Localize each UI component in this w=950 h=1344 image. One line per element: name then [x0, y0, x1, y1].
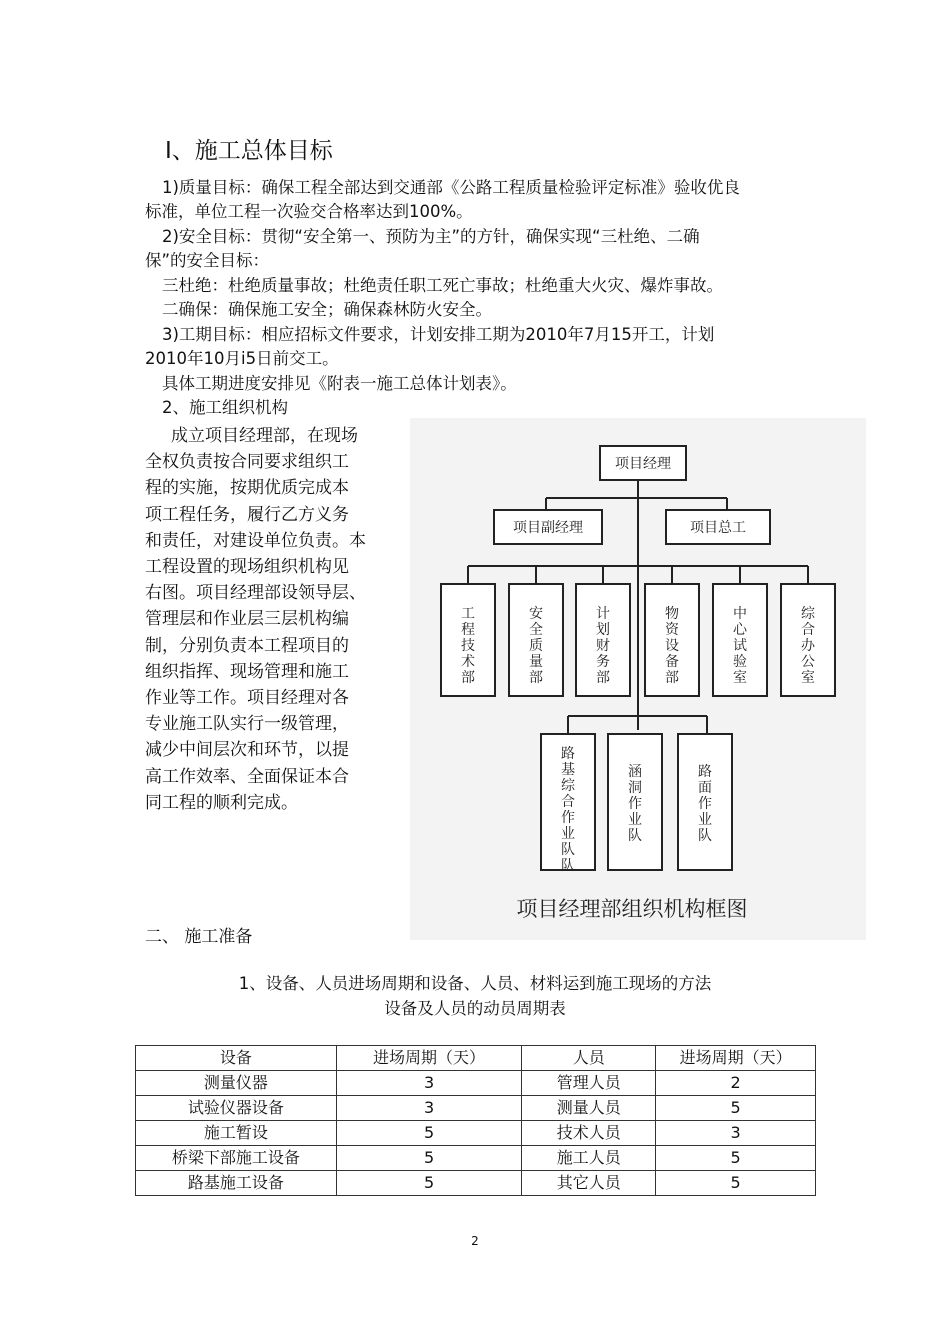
table-row: [136, 1096, 816, 1121]
org-text-line: 高工作效率、全面保证本合: [145, 766, 349, 787]
paragraph-line: 二确保：确保施工安全；确保森林防火安全。: [162, 300, 492, 319]
org-text-line: 和责任，对建设单位负责。本: [145, 530, 366, 551]
table-header-cell: 人员: [522, 1046, 656, 1071]
table-title: 设备及人员的动员周期表: [384, 999, 566, 1018]
table-cell: 3: [656, 1121, 816, 1146]
table-cell: 2: [656, 1071, 816, 1096]
org-chart: [410, 418, 866, 940]
table-cell: 5: [336, 1171, 522, 1196]
org-label-deputy: 项目副经理: [513, 520, 583, 536]
subsection-heading: 1、设备、人员进场周期和设备、人员、材料运到施工现场的方法: [238, 974, 712, 993]
paragraph-line: 三杜绝：杜绝质量事故；杜绝责任职工死亡事故；杜绝重大火灾、爆炸事故。: [162, 276, 723, 295]
org-dept-label: 物资设备部: [665, 606, 679, 686]
table-cell: 5: [336, 1146, 522, 1171]
subsection-heading: 2、施工组织机构: [162, 398, 288, 417]
org-team-label: 路基综合作业队队: [561, 746, 575, 874]
org-team-label: 涵洞作业队: [628, 764, 642, 844]
paragraph-line: 保”的安全目标：: [145, 251, 270, 270]
paragraph-line: 3)工期目标：相应招标文件要求，计划安排工期为2010年7月15开工，计划: [162, 325, 715, 344]
org-dept-label: 工程技术部: [461, 606, 475, 686]
org-chart-caption: 项目经理部组织机构框图: [516, 897, 748, 921]
table-header-cell: 设备: [136, 1046, 337, 1071]
table-cell: 试验仪器设备: [136, 1096, 337, 1121]
org-text-line: 全权负责按合同要求组织工: [145, 452, 349, 473]
org-text-line: 专业施工队实行一级管理，: [145, 714, 349, 735]
table-row: [136, 1146, 816, 1171]
table-cell: 施工人员: [522, 1146, 656, 1171]
table-cell: 桥梁下部施工设备: [136, 1146, 337, 1171]
mobilization-table: [135, 1045, 816, 1196]
org-text-line: 作业等工作。项目经理对各: [145, 688, 349, 709]
org-label-manager: 项目经理: [615, 456, 671, 472]
org-text-line: 成立项目经理部，在现场: [171, 426, 358, 446]
table-header-row: [136, 1046, 816, 1071]
table-cell: 施工暂设: [136, 1121, 337, 1146]
table-cell: 路基施工设备: [136, 1171, 337, 1196]
paragraph-line: 标准，单位工程一次验交合格率达到100%。: [145, 202, 473, 221]
org-text-line: 工程设置的现场组织机构见: [145, 557, 349, 578]
table-cell: 测量人员: [522, 1096, 656, 1121]
org-dept-label: 中心试验室: [733, 606, 747, 686]
table-cell: 测量仪器: [136, 1071, 337, 1096]
org-text-line: 右图。项目经理部设领导层、: [145, 583, 366, 604]
table-row: [136, 1171, 816, 1196]
table-cell: 其它人员: [522, 1171, 656, 1196]
org-text-line: 同工程的顺利完成。: [145, 792, 298, 813]
paragraph-line: 具体工期进度安排见《附表一施工总体计划表》。: [162, 374, 517, 393]
section-heading: 二、 施工准备: [145, 927, 253, 947]
table-header-cell: 进场周期（天）: [336, 1046, 522, 1071]
org-text-line: 制，分别负责本工程项目的: [145, 635, 349, 656]
org-text-line: 管理层和作业层三层机构编: [145, 609, 349, 630]
org-text-line: 程的实施，按期优质完成本: [145, 478, 349, 499]
org-text-line: 项工程任务，履行乙方义务: [145, 504, 349, 525]
org-dept-label: 综合办公室: [801, 606, 815, 686]
table-header-cell: 进场周期（天）: [656, 1046, 816, 1071]
table-cell: 5: [336, 1121, 522, 1146]
paragraph-line: 2010年10月i5日前交工。: [145, 349, 339, 368]
page-number: 2: [471, 1234, 479, 1248]
table-row: [136, 1121, 816, 1146]
paragraph-line: 2)安全目标：贯彻“安全第一、预防为主”的方针，确保实现“三杜绝、二确: [162, 227, 700, 246]
table-cell: 技术人员: [522, 1121, 656, 1146]
table-cell: 5: [656, 1171, 816, 1196]
org-team-label: 路面作业队: [698, 764, 712, 844]
org-dept-label: 安全质量部: [529, 606, 543, 686]
table-cell: 5: [656, 1096, 816, 1121]
paragraph-line: 1)质量目标：确保工程全部达到交通部《公路工程质量检验评定标准》验收优良: [162, 178, 740, 197]
table-cell: 管理人员: [522, 1071, 656, 1096]
org-description: [145, 423, 397, 816]
table-cell: 3: [336, 1096, 522, 1121]
table-cell: 5: [656, 1146, 816, 1171]
org-text-line: 组织指挥、现场管理和施工: [145, 661, 349, 682]
table-cell: 3: [336, 1071, 522, 1096]
org-label-chief-engineer: 项目总工: [690, 520, 746, 536]
org-dept-label: 计划财务部: [596, 606, 610, 686]
section-heading: I、施工总体目标: [165, 138, 333, 164]
table-row: [136, 1071, 816, 1096]
org-text-line: 减少中间层次和环节，以提: [145, 740, 349, 761]
